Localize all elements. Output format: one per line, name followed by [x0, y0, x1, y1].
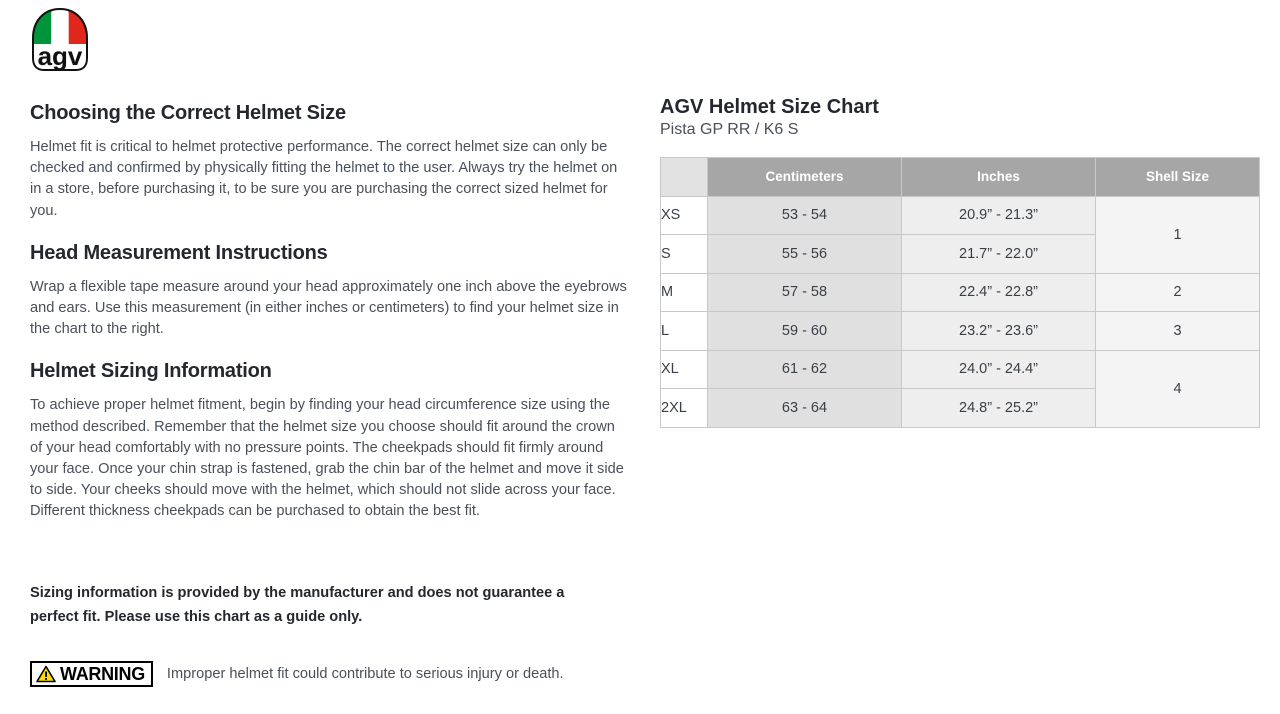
warning-label: WARNING: [60, 663, 145, 684]
cell-shell-size: 2: [1096, 273, 1260, 312]
warning-triangle-icon: [36, 665, 56, 683]
cell-centimeters: 63 - 64: [708, 389, 902, 428]
cell-inches: 21.7” - 22.0”: [902, 235, 1096, 274]
section-choosing-size: [30, 102, 630, 222]
spacer: [30, 543, 630, 581]
warning-row: [30, 661, 630, 687]
section-heading-head-measurement: Head Measurement Instructions: [30, 241, 328, 264]
cell-inches: 22.4” - 22.8”: [902, 273, 1096, 312]
warning-text: Improper helmet fit could contribute to serious injury or death.: [166, 665, 564, 682]
size-table-head: [661, 158, 1260, 197]
section-body-helmet-sizing-info: To achieve proper helmet fitment, begin by finding your head circumference size using the method described. Remember that the helmet size you choose should fit around the crown of your head comfortably with no pressure points. The cheekpads should fit firmly around your face. Once your chin strap is fastened, grab the chin bar of the helmet and move it side to side. Your cheeks should move with the helmet, which should not slide across your face. Different thickness cheekpads can be purchased to obtain the best fit.: [30, 397, 624, 520]
section-body-choosing-size: Helmet fit is critical to helmet protective performance. The correct helmet size can only be checked and confirmed by physically fitting the helmet to the user. Always try the helmet on in a store, before purchasing it, to be sure you are purchasing the correct sized helmet for you.: [30, 139, 618, 219]
cell-shell-size: 3: [1096, 312, 1260, 351]
size-table-body: [661, 196, 1260, 427]
table-row: [661, 312, 1260, 351]
cell-shell-size: 4: [1096, 350, 1260, 427]
cell-size: S: [661, 235, 708, 274]
cell-inches: 23.2” - 23.6”: [902, 312, 1096, 351]
left-column: [30, 96, 630, 687]
cell-centimeters: 61 - 62: [708, 350, 902, 389]
cell-centimeters: 55 - 56: [708, 235, 902, 274]
cell-centimeters: 59 - 60: [708, 312, 902, 351]
section-heading-helmet-sizing-info: Helmet Sizing Information: [30, 360, 272, 383]
section-heading-choosing-size: Choosing the Correct Helmet Size: [30, 102, 346, 124]
header-cell-inches: Inches: [902, 158, 1096, 197]
chart-title: AGV Helmet Size Chart: [660, 96, 879, 118]
cell-inches: 24.8” - 25.2”: [902, 389, 1096, 428]
header-cell-centimeters: Centimeters: [708, 158, 902, 197]
chart-subtitle: Pista GP RR / K6 S: [660, 121, 799, 138]
agv-logo-icon: [30, 8, 90, 72]
cell-size: 2XL: [661, 389, 708, 428]
size-table-header-row: [661, 158, 1260, 197]
cell-size: L: [661, 312, 708, 351]
spacer-2: [30, 629, 630, 661]
cell-centimeters: 53 - 54: [708, 196, 902, 235]
warning-badge: [30, 661, 153, 687]
cell-centimeters: 57 - 58: [708, 273, 902, 312]
cell-shell-size: 1: [1096, 196, 1260, 273]
header-cell-shell-size: Shell Size: [1096, 158, 1260, 197]
header-cell-blank: [661, 158, 708, 197]
sizing-disclaimer: Sizing information is provided by the manufacturer and does not guarantee a perfect fit. Please use this chart as a guide only.: [30, 584, 565, 625]
cell-size: M: [661, 273, 708, 312]
section-helmet-sizing-info: [30, 360, 630, 522]
cell-size: XS: [661, 196, 708, 235]
table-row: [661, 196, 1260, 235]
helmet-size-table: [660, 157, 1260, 428]
table-row: [661, 350, 1260, 389]
table-row: [661, 273, 1260, 312]
section-head-measurement: [30, 242, 630, 341]
section-body-head-measurement: Wrap a flexible tape measure around your head approximately one inch above the eyebrows and ears. Use this measurement (in either inches or centimeters) to find your helmet size in the chart to the right.: [30, 278, 627, 338]
agv-logo-text: agv: [37, 41, 83, 71]
cell-inches: 24.0” - 24.4”: [902, 350, 1096, 389]
right-column: [660, 96, 1260, 428]
agv-logo: [30, 8, 90, 72]
cell-size: XL: [661, 350, 708, 389]
cell-inches: 20.9” - 21.3”: [902, 196, 1096, 235]
